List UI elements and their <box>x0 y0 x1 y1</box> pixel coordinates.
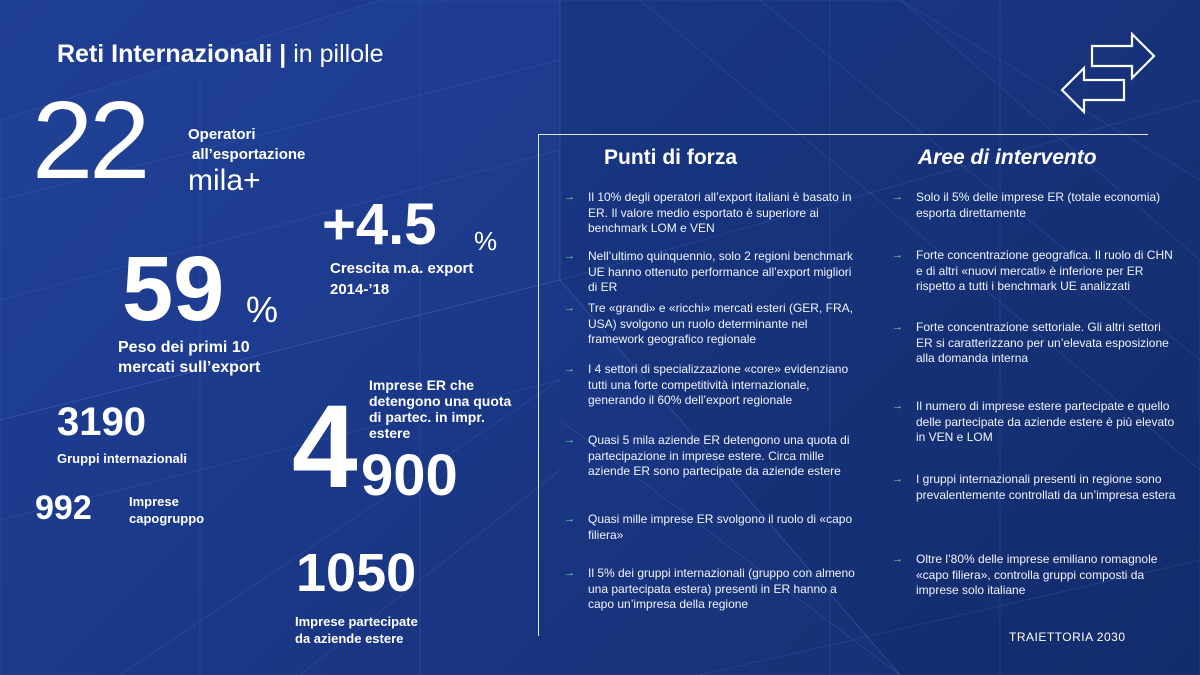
bullet-arrow-icon: → <box>564 567 575 579</box>
bullet-arrow-icon: → <box>892 249 903 261</box>
footer-brand: TRAIETTORIA 2030 <box>1009 630 1126 644</box>
aree-item: → Il numero di imprese estere partecipate e quello delle partecipate da aziende estere è più elevato in VEN e LOM <box>892 399 1175 444</box>
stat-peso-label1: Peso dei primi 10 <box>118 339 250 356</box>
title-bold: Reti Internazionali <box>57 40 273 68</box>
bullet-arrow-icon: → <box>892 191 903 203</box>
stat-operatori-suffix: mila+ <box>188 164 261 197</box>
stat-partec-label2: detengono una quota <box>369 393 512 409</box>
stat-peso-unit: % <box>246 289 279 330</box>
stat-partecipate-label1: Imprese partecipate <box>295 614 418 629</box>
panel-divider-horizontal <box>538 134 1148 135</box>
page-title <box>57 40 384 69</box>
punti-item: → Il 10% degli operatori all’export italiani è basato in ER. Il valore medio esportato è superiore ai benchmark LOM e VEN <box>564 190 852 235</box>
stat-partec-value-big: 4 <box>292 381 358 513</box>
stat-operatori-value: 22 <box>32 79 147 202</box>
punti-item: → Tre «grandi» e «ricchi» mercati esteri (GER, FRA, USA) svolgono un ruolo determinante nel framework geografico regionale <box>564 301 853 346</box>
aree-heading: Aree di intervento <box>918 146 1097 169</box>
bullet-arrow-icon: → <box>564 191 575 203</box>
aree-item: → Oltre l’80% delle imprese emiliano romagnole «capo filiera», controlla gruppi composti da imprese solo italiane <box>892 552 1158 597</box>
punti-item: → Quasi mille imprese ER svolgono il ruolo di «capo filiera» <box>564 512 853 542</box>
stat-partecipate-label2: da aziende estere <box>295 631 404 646</box>
bullet-arrow-icon: → <box>892 321 903 333</box>
bullet-arrow-icon: → <box>892 400 903 412</box>
panel-divider-vertical <box>538 134 539 636</box>
exchange-arrows-icon <box>1058 28 1158 116</box>
stat-operatori-label1: Operatori <box>188 126 256 143</box>
punti-item: → Quasi 5 mila aziende ER detengono una quota di partecipazione in imprese estere. Circa mille aziende ER sono partecipate da aziende estere <box>564 433 850 478</box>
stat-partec-value-rest: 900 <box>361 443 458 508</box>
aree-item: → I gruppi internazionali presenti in regione sono prevalentemente controllati da un’impresa estera <box>892 472 1176 502</box>
stat-gruppi-label: Gruppi internazionali <box>57 451 188 466</box>
bullet-arrow-icon: → <box>892 553 903 565</box>
punti-item: → I 4 settori di specializzazione «core» evidenziano tutti una forte competitività internazionale, generando il 60% dell’export regionale <box>564 362 849 407</box>
aree-item: → Forte concentrazione settoriale. Gli altri settori ER si caratterizzano per un’elevata esposizione alla domanda interna <box>892 320 1169 365</box>
title-separator: | <box>279 40 287 68</box>
stat-capogruppo-label2: capogruppo <box>129 511 205 526</box>
stat-peso-value: 59 <box>122 238 225 340</box>
bullet-arrow-icon: → <box>564 302 575 314</box>
punti-item: → Il 5% dei gruppi internazionali (gruppo con almeno una partecipata estera) presenti in ER hanno a capo un’impresa della regione <box>564 566 855 611</box>
title-rest: in pillole <box>293 40 384 68</box>
stat-partecipate-value: 1050 <box>296 543 417 603</box>
stat-gruppi-value: 3190 <box>57 400 146 444</box>
bullet-arrow-icon: → <box>564 363 575 375</box>
stat-crescita-unit: % <box>474 226 498 256</box>
stat-capogruppo-label1: Imprese <box>129 494 179 509</box>
stat-operatori-label2: all’esportazione <box>192 146 306 163</box>
stat-crescita-label1: Crescita m.a. export <box>330 260 474 277</box>
stat-partec-label1: Imprese ER che <box>369 377 475 393</box>
stat-crescita-label2: 2014-’18 <box>330 281 390 298</box>
aree-item: → Forte concentrazione geografica. Il ruolo di CHN e di altri «nuovi mercati» è inferiore per ER rispetto a tutti i benchmark UE analizzati <box>892 248 1173 293</box>
bullet-arrow-icon: → <box>564 434 575 446</box>
stat-peso-label2: mercati sull’export <box>118 359 261 376</box>
bullet-arrow-icon: → <box>564 250 575 262</box>
stat-partec-label4: estere <box>369 425 411 441</box>
punti-heading: Punti di forza <box>604 146 737 169</box>
punti-item: → Nell’ultimo quinquennio, solo 2 regioni benchmark UE hanno ottenuto performance all’export migliori di ER <box>564 249 853 294</box>
bullet-arrow-icon: → <box>564 513 575 525</box>
bullet-arrow-icon: → <box>892 473 903 485</box>
aree-item: → Solo il 5% delle imprese ER (totale economia) esporta direttamente <box>892 190 1161 220</box>
stat-partec-label3: di partec. in impr. <box>369 409 485 425</box>
stat-capogruppo-value: 992 <box>35 489 92 527</box>
stat-crescita-value: +4.5 <box>322 192 437 257</box>
